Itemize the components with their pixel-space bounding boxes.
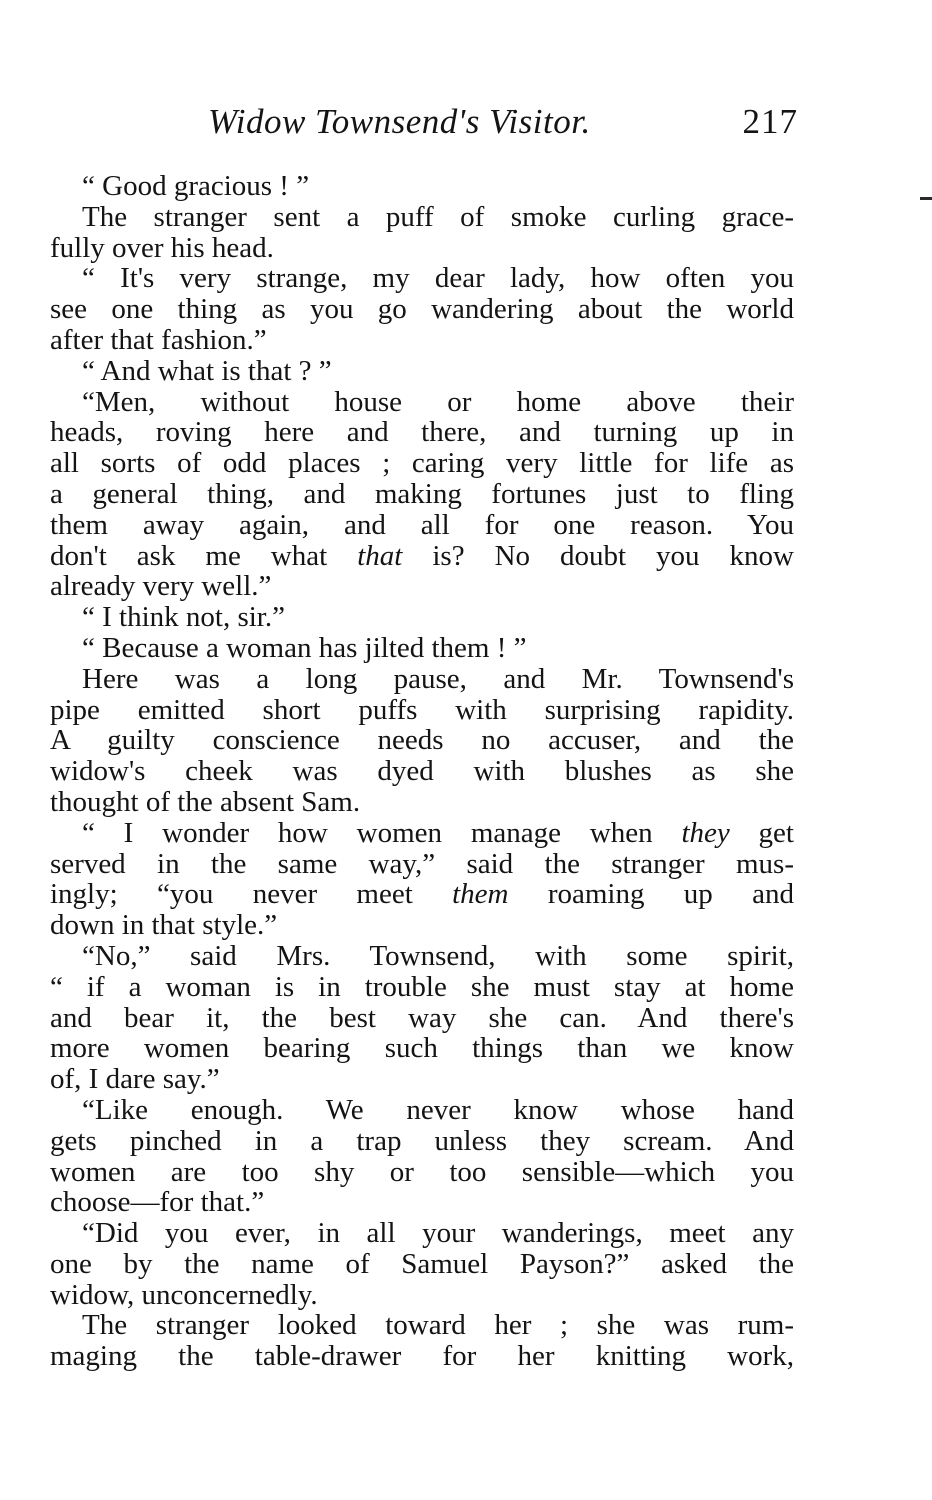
text-line: “ It's very strange, my dear lady, how often you [82, 262, 794, 295]
text-line: gets pinched in a trap unless they scream. And [50, 1124, 794, 1157]
text-line: A guilty conscience needs no accuser, and the [50, 724, 794, 757]
text-line: heads, roving here and there, and turning up in [50, 416, 794, 449]
text-line: served in the same way,” said the stranger mus- [50, 847, 794, 880]
text-line: “ if a woman is in trouble she must stay at home [50, 970, 794, 1003]
emphasis: they [681, 816, 730, 849]
text-line: “ I think not, sir.” [82, 601, 285, 634]
emphasis: them [452, 878, 509, 911]
text-line: one by the name of Samuel Payson?” asked the [50, 1247, 794, 1280]
body-text [50, 171, 794, 1372]
book-page [50, 0, 798, 1500]
text-line: fully over his head. [50, 231, 274, 264]
emphasis: that [357, 539, 403, 572]
text-line: after that fashion.” [50, 323, 267, 356]
text-line: all sorts of odd places ; caring very little for life as [50, 447, 794, 480]
text-line: thought of the absent Sam. [50, 785, 361, 818]
text-line: “ Good gracious ! ” [82, 170, 310, 202]
margin-mark [920, 197, 932, 200]
text-line: them away again, and all for one reason. You [50, 508, 794, 541]
page-number: 217 [742, 102, 798, 141]
text-line: Here was a long pause, and Mr. Townsend's [82, 662, 794, 695]
text-line: pipe emitted short puffs with surprising rapidity. [50, 693, 794, 726]
text-line: maging the table-drawer for her knitting work, [50, 1340, 794, 1373]
text-line: more women bearing such things than we know [50, 1032, 794, 1065]
page-header [50, 100, 798, 150]
text-line: choose—for that.” [50, 1186, 265, 1219]
text-line: already very well.” [50, 570, 272, 603]
text-line: “Men, without house or home above their [82, 385, 794, 418]
running-title: Widow Townsend's Visitor. [208, 102, 591, 141]
text-line: “ I wonder how women manage when they get [82, 816, 794, 849]
text-line: “No,” said Mrs. Townsend, with some spirit, [82, 939, 794, 972]
text-line: “Did you ever, in all your wanderings, meet any [82, 1217, 794, 1250]
text-line: “ Because a woman has jilted them ! ” [82, 631, 527, 664]
text-line: The stranger looked toward her ; she was rum- [82, 1309, 794, 1342]
text-line: down in that style.” [50, 909, 278, 942]
text-line: women are too shy or too sensible—which you [50, 1155, 794, 1188]
text-line: ingly; “you never meet them roaming up and [50, 878, 794, 911]
text-line: The stranger sent a puff of smoke curling grace- [82, 200, 794, 233]
text-line: and bear it, the best way she can. And there's [50, 1001, 794, 1034]
text-line: see one thing as you go wandering about the world [50, 293, 794, 326]
text-line: a general thing, and making fortunes just to fling [50, 477, 794, 510]
text-line: of, I dare say.” [50, 1063, 220, 1096]
text-line: don't ask me what that is? No doubt you know [50, 539, 794, 572]
text-line: widow's cheek was dyed with blushes as she [50, 755, 794, 788]
text-line: “ And what is that ? ” [82, 354, 332, 387]
text-line: “Like enough. We never know whose hand [82, 1093, 794, 1126]
text-line: widow, unconcernedly. [50, 1278, 318, 1311]
